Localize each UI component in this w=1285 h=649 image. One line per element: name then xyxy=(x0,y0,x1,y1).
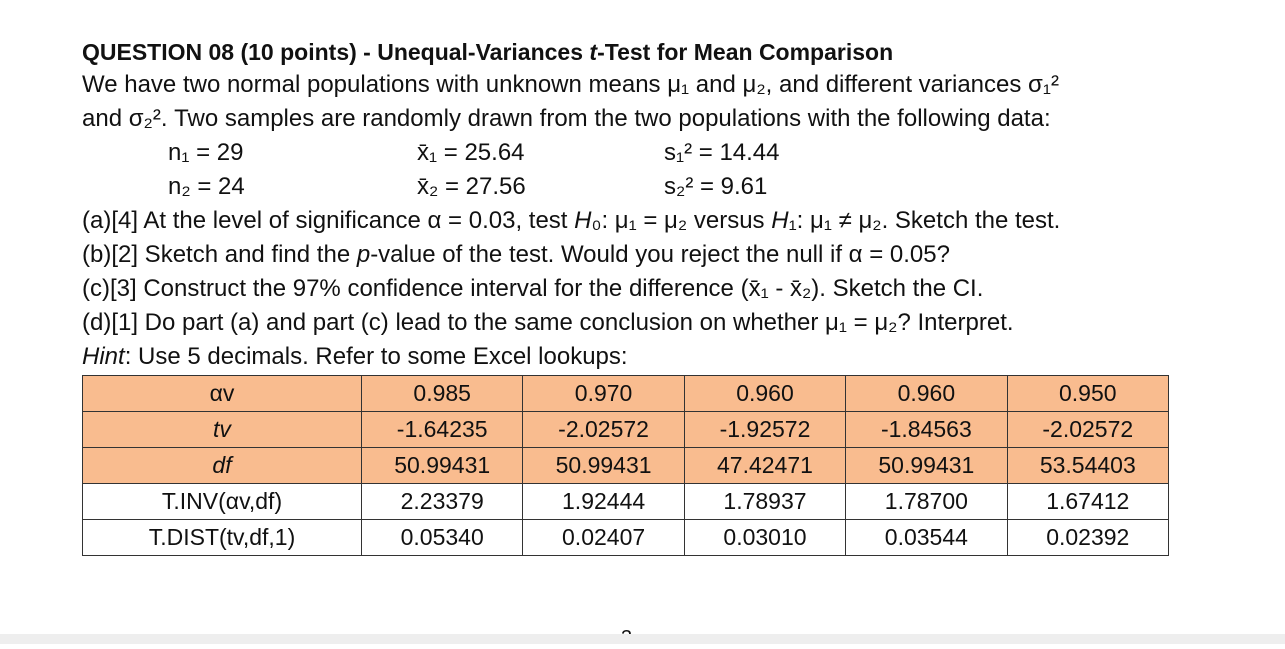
row-label-df: df xyxy=(83,448,362,484)
table-cell: 0.05340 xyxy=(362,520,523,556)
table-cell: 0.03544 xyxy=(846,520,1007,556)
intro-line-1: We have two normal populations with unknown means μ₁ and μ₂, and different variances σ₁² xyxy=(82,71,1059,98)
table-cell: 0.950 xyxy=(1007,376,1168,412)
sample-size-1: n₁ = 29 xyxy=(168,139,244,166)
table-cell: 0.02392 xyxy=(1007,520,1168,556)
table-cell: 0.970 xyxy=(523,376,684,412)
table-cell: 2.23379 xyxy=(362,484,523,520)
part-a: (a)[4] At the level of significance α = 0.03, test H₀: μ₁ = μ₂ versus H₁: μ₁ ≠ μ₂. Sketch the test. xyxy=(82,207,1061,234)
table-cell: 47.42471 xyxy=(684,448,845,484)
table-cell: 1.78700 xyxy=(846,484,1007,520)
table-cell: -1.92572 xyxy=(684,412,845,448)
table-row-t-dist xyxy=(83,520,1169,556)
sample-mean-2: x̄₂ = 27.56 xyxy=(417,173,526,200)
table-cell: 1.67412 xyxy=(1007,484,1168,520)
table-row-df xyxy=(83,448,1169,484)
table-cell: -2.02572 xyxy=(523,412,684,448)
table-row-t-inv xyxy=(83,484,1169,520)
given-row-2 xyxy=(82,170,1182,204)
table-cell: 0.985 xyxy=(362,376,523,412)
part-b: (b)[2] Sketch and find the p-value of the test. Would you reject the null if α = 0.05? xyxy=(82,241,950,268)
table-cell: 0.960 xyxy=(684,376,845,412)
row-label-alpha-v: αv xyxy=(83,376,362,412)
table-cell: 1.92444 xyxy=(523,484,684,520)
table-cell: 0.03010 xyxy=(684,520,845,556)
table-cell: -1.64235 xyxy=(362,412,523,448)
row-label-tv: tv xyxy=(83,412,362,448)
given-row-1 xyxy=(82,136,1182,170)
row-label-t-inv: T.INV(αv,df) xyxy=(83,484,362,520)
part-d: (d)[1] Do part (a) and part (c) lead to the same conclusion on whether μ₁ = μ₂? Interpret. xyxy=(82,309,1014,336)
table-cell: 50.99431 xyxy=(846,448,1007,484)
sample-variance-2: s₂² = 9.61 xyxy=(664,173,768,200)
intro-line-2: and σ₂². Two samples are randomly drawn from the two populations with the following data: xyxy=(82,105,1051,132)
table-row-alpha-v xyxy=(83,376,1169,412)
table-cell: 1.78937 xyxy=(684,484,845,520)
sample-variance-1: s₁² = 14.44 xyxy=(664,139,780,166)
table-cell: 0.960 xyxy=(846,376,1007,412)
excel-lookup-table xyxy=(82,375,1169,556)
table-cell: 50.99431 xyxy=(523,448,684,484)
table-cell: -2.02572 xyxy=(1007,412,1168,448)
table-cell: -1.84563 xyxy=(846,412,1007,448)
table-cell: 50.99431 xyxy=(362,448,523,484)
sample-size-2: n₂ = 24 xyxy=(168,173,245,200)
question-title: QUESTION 08 (10 points) - Unequal-Variances t-Test for Mean Comparison xyxy=(82,39,894,65)
table-row-tv xyxy=(83,412,1169,448)
table-cell: 53.54403 xyxy=(1007,448,1168,484)
page-bottom-edge xyxy=(0,634,1285,644)
hint-line: Hint: Use 5 decimals. Refer to some Excel lookups: xyxy=(82,343,628,370)
question-block xyxy=(82,36,1182,374)
table-cell: 0.02407 xyxy=(523,520,684,556)
row-label-t-dist: T.DIST(tv,df,1) xyxy=(83,520,362,556)
part-c: (c)[3] Construct the 97% confidence interval for the difference (x̄₁ - x̄₂). Sketch the CI. xyxy=(82,275,984,302)
sample-mean-1: x̄₁ = 25.64 xyxy=(417,139,525,166)
